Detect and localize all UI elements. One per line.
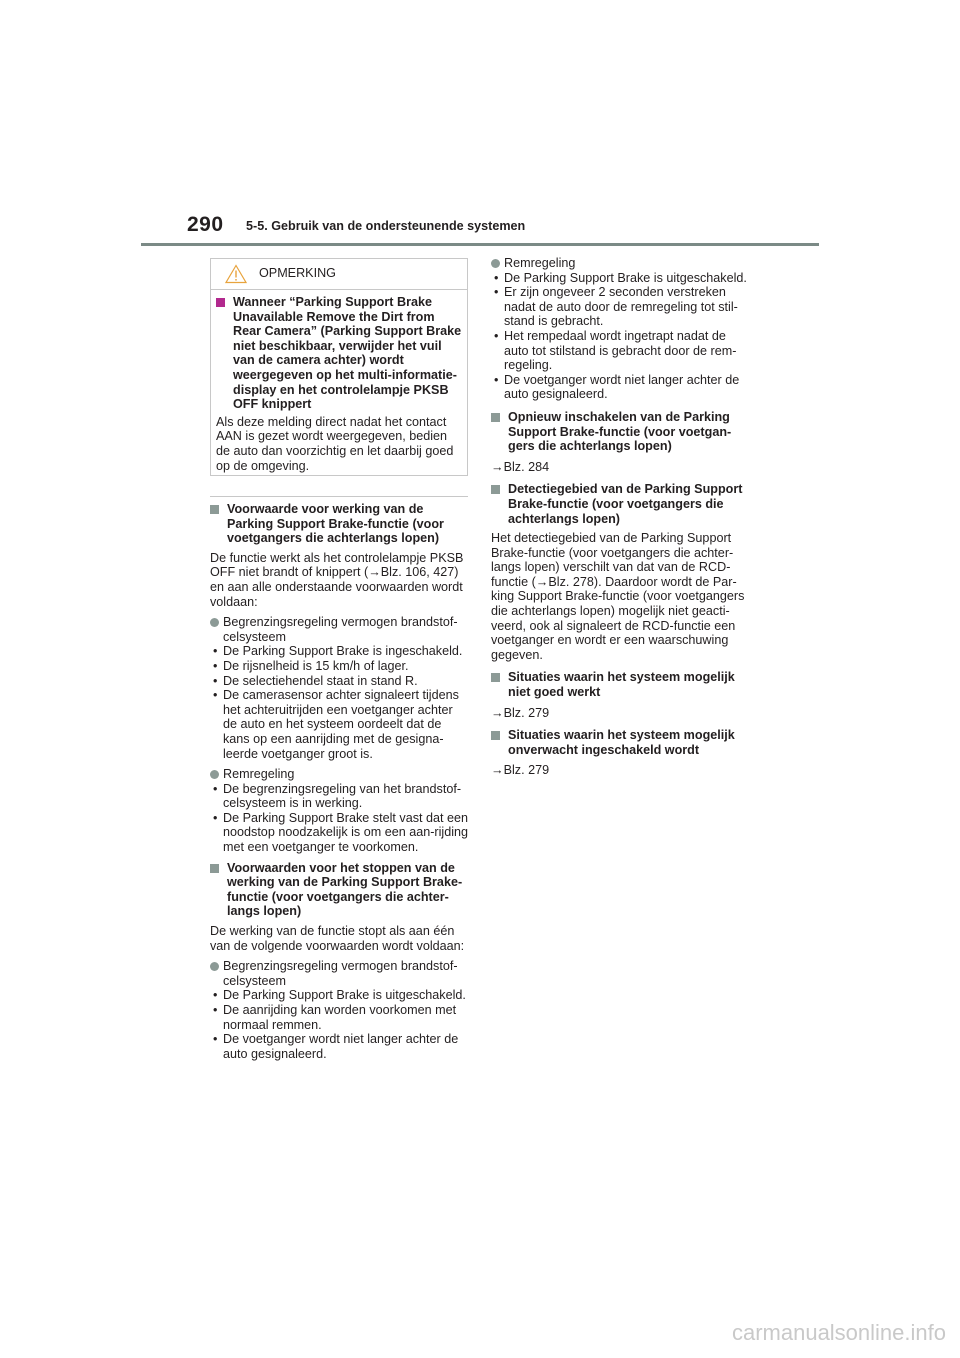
list-item: • De rijsnelheid is 15 km/h of lager. xyxy=(210,659,470,674)
list-item: • De voetganger wordt niet langer achter de auto gesignaleerd. xyxy=(210,1032,470,1061)
circle-bullet-icon xyxy=(210,962,219,971)
square-bullet-icon xyxy=(210,864,219,873)
list-item: • De Parking Support Brake is uitgeschakeld. xyxy=(491,271,753,286)
page-reference-link[interactable]: →Blz. 279 xyxy=(491,705,550,720)
page-header xyxy=(0,0,960,250)
note-heading: Wanneer “Parking Support Brake Unavailable Remove the Dirt from Rear Camera” (Parking Support Brake niet beschikbaar, verwijder het vuil van de camera achter) wordt weergegeven op het multi-informatie-display en het controlelampje PKSB OFF knippert xyxy=(216,295,462,412)
square-bullet-icon xyxy=(210,505,219,514)
condition-title: Begrenzingsregeling vermogen brandstof-celsysteem xyxy=(210,615,470,644)
list-item: • De voetganger wordt niet langer achter de auto gesignaleerd. xyxy=(491,373,753,402)
page-reference-link[interactable]: →Blz. 284 xyxy=(491,459,550,474)
list-item: • De Parking Support Brake is uitgeschakeld. xyxy=(210,988,470,1003)
circle-bullet-icon xyxy=(210,770,219,779)
section-divider xyxy=(210,496,468,497)
watermark: carmanualsonline.info xyxy=(731,1320,946,1345)
square-bullet-icon xyxy=(491,673,500,682)
section-heading: Situaties waarin het systeem mogelijk niet goed werkt xyxy=(491,670,753,699)
square-bullet-icon xyxy=(491,485,500,494)
paragraph: De werking van de functie stopt als aan één van de volgende voorwaarden wordt voldaan: xyxy=(210,924,465,953)
square-bullet-icon xyxy=(216,298,225,307)
left-column xyxy=(210,502,470,1061)
paragraph: De functie werkt als het controlelampje PKSB OFF niet brandt of knippert (→Blz. 106, 427) en aan alle onderstaande voorwaarden wordt voldaan: xyxy=(210,550,464,609)
warning-triangle-icon xyxy=(225,264,247,284)
note-header xyxy=(211,259,467,290)
condition-title: Remregeling xyxy=(491,256,753,271)
square-bullet-icon xyxy=(491,413,500,422)
list-item: • Er zijn ongeveer 2 seconden verstreken nadat de auto door de remregeling tot stil-stand is gebracht. xyxy=(491,285,753,329)
section-heading: Voorwaarde voor werking van de Parking Support Brake-functie (voor voetgangers die achterlangs lopen) xyxy=(210,502,470,546)
note-title: OPMERKING xyxy=(259,266,336,280)
condition-title: Remregeling xyxy=(210,767,470,782)
list-item: • De camerasensor achter signaleert tijdens het achteruitrijden een voetganger achter de auto en het systeem oordeelt dat de kans op een aanrijding met de gesigna-leerde voetganger groot is. xyxy=(210,688,470,761)
note-box xyxy=(210,258,468,476)
list-item: • De begrenzingsregeling van het brandstof-celsysteem is in werking. xyxy=(210,782,470,811)
list-item: • De aanrijding kan worden voorkomen met normaal remmen. xyxy=(210,1003,470,1032)
header-rule xyxy=(141,243,819,246)
right-column xyxy=(491,256,753,778)
circle-bullet-icon xyxy=(210,618,219,627)
list-item: • De Parking Support Brake stelt vast dat een noodstop noodzakelijk is om een aan-rijding met een voetganger te voorkomen. xyxy=(210,811,470,855)
page-number: 290 xyxy=(187,213,224,236)
section-heading: Situaties waarin het systeem mogelijk onverwacht ingeschakeld wordt xyxy=(491,728,753,757)
circle-bullet-icon xyxy=(491,259,500,268)
section-heading: Detectiegebied van de Parking Support Brake-functie (voor voetgangers die achterlangs lopen) xyxy=(491,482,753,526)
list-item: • De Parking Support Brake is ingeschakeld. xyxy=(210,644,470,659)
note-body: Als deze melding direct nadat het contact AAN is gezet wordt weergegeven, bedien de auto dan voorzichtig en let daarbij goed op de omgeving. xyxy=(216,414,454,473)
paragraph: Het detectiegebied van de Parking Support Brake-functie (voor voetgangers die achter-langs lopen) verschilt van dat van de RCD-functie (→Blz. 278). Daardoor wordt de Par-king Support Brake-functie (voor voetgangers die achterlangs lopen) mogelijk niet geacti-veerd, ook al signaleert de RCD-functie een voetganger en wordt er een waarschuwing gegeven. xyxy=(491,531,745,662)
list-item: • De selectiehendel staat in stand R. xyxy=(210,674,470,689)
list-item: • Het rempedaal wordt ingetrapt nadat de auto tot stilstand is gebracht door de rem-regeling. xyxy=(491,329,753,373)
page-reference-link[interactable]: →Blz. 279 xyxy=(491,763,550,778)
square-bullet-icon xyxy=(491,731,500,740)
condition-title: Begrenzingsregeling vermogen brandstof-celsysteem xyxy=(210,959,470,988)
section-heading: Opnieuw inschakelen van de Parking Support Brake-functie (voor voetgan-gers die achterlangs lopen) xyxy=(491,410,753,454)
section-heading: Voorwaarden voor het stoppen van de werking van de Parking Support Brake-functie (voor voetgangers die achter-langs lopen) xyxy=(210,861,470,919)
section-title: 5-5. Gebruik van de ondersteunende systemen xyxy=(246,219,526,233)
